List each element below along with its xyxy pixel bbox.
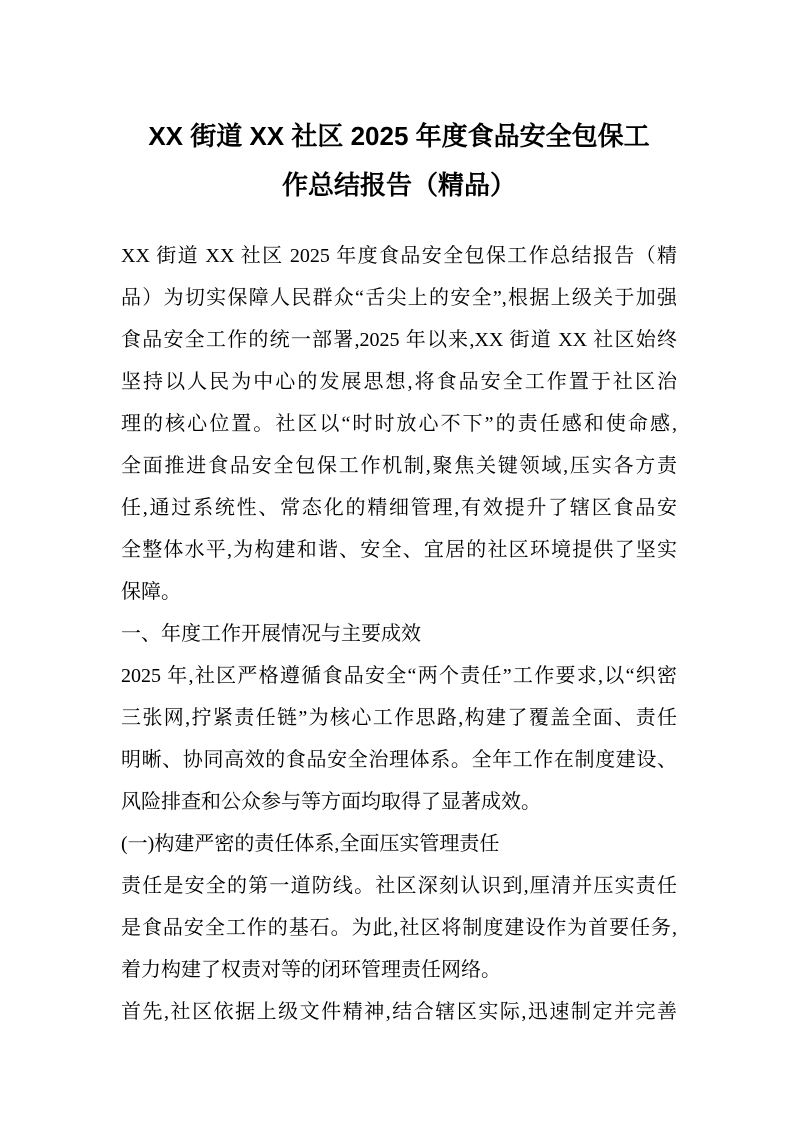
body-line: 责任是安全的第一道防线。社区深刻认识到,厘清并压实责任	[121, 875, 677, 897]
body-line: 三张网,拧紧责任链”为核心工作思路,构建了覆盖全面、责任	[121, 707, 677, 729]
body-line: 全整体水平,为构建和谐、安全、宜居的社区环境提供了坚实	[121, 539, 677, 561]
body-line: 2025 年,社区严格遵循食品安全“两个责任”工作要求,以“织密	[121, 665, 677, 687]
body-line: 品）为切实保障人民群众“舌尖上的安全”,根据上级关于加强	[121, 287, 677, 309]
body-line: 保障。	[121, 581, 181, 603]
body-line: 坚持以人民为中心的发展思想,将食品安全工作置于社区治	[121, 371, 677, 393]
body-line: 是食品安全工作的基石。为此,社区将制度建设作为首要任务,	[121, 917, 677, 939]
body-line: 明晰、协同高效的食品安全治理体系。全年工作在制度建设、	[121, 749, 677, 771]
body-line: XX 街道 XX 社区 2025 年度食品安全包保工作总结报告（精	[121, 245, 677, 267]
heading-line: 一、年度工作开展情况与主要成效	[121, 623, 421, 645]
body-line: 任,通过系统性、常态化的精细管理,有效提升了辖区食品安	[121, 497, 677, 519]
body-line: 首先,社区依据上级文件精神,结合辖区实际,迅速制定并完善	[121, 1001, 677, 1023]
body-line: 全面推进食品安全包保工作机制,聚焦关键领域,压实各方责	[121, 455, 677, 477]
body-line: 风险排查和公众参与等方面均取得了显著成效。	[121, 791, 541, 813]
body-line: 食品安全工作的统一部署,2025 年以来,XX 街道 XX 社区始终	[121, 329, 677, 351]
body-line: 着力构建了权责对等的闭环管理责任网络。	[121, 959, 501, 981]
document-title	[121, 112, 677, 210]
body-line: 理的核心位置。社区以“时时放心不下”的责任感和使命感,	[121, 413, 677, 435]
subheading-line: (一)构建严密的责任体系,全面压实管理责任	[121, 833, 500, 855]
document-title-line: 作总结报告（精品）	[281, 170, 516, 200]
document-title-line: XX 街道 XX 社区 2025 年度食品安全包保工	[148, 121, 650, 151]
document-body	[121, 235, 677, 1033]
document-content	[121, 0, 677, 1033]
